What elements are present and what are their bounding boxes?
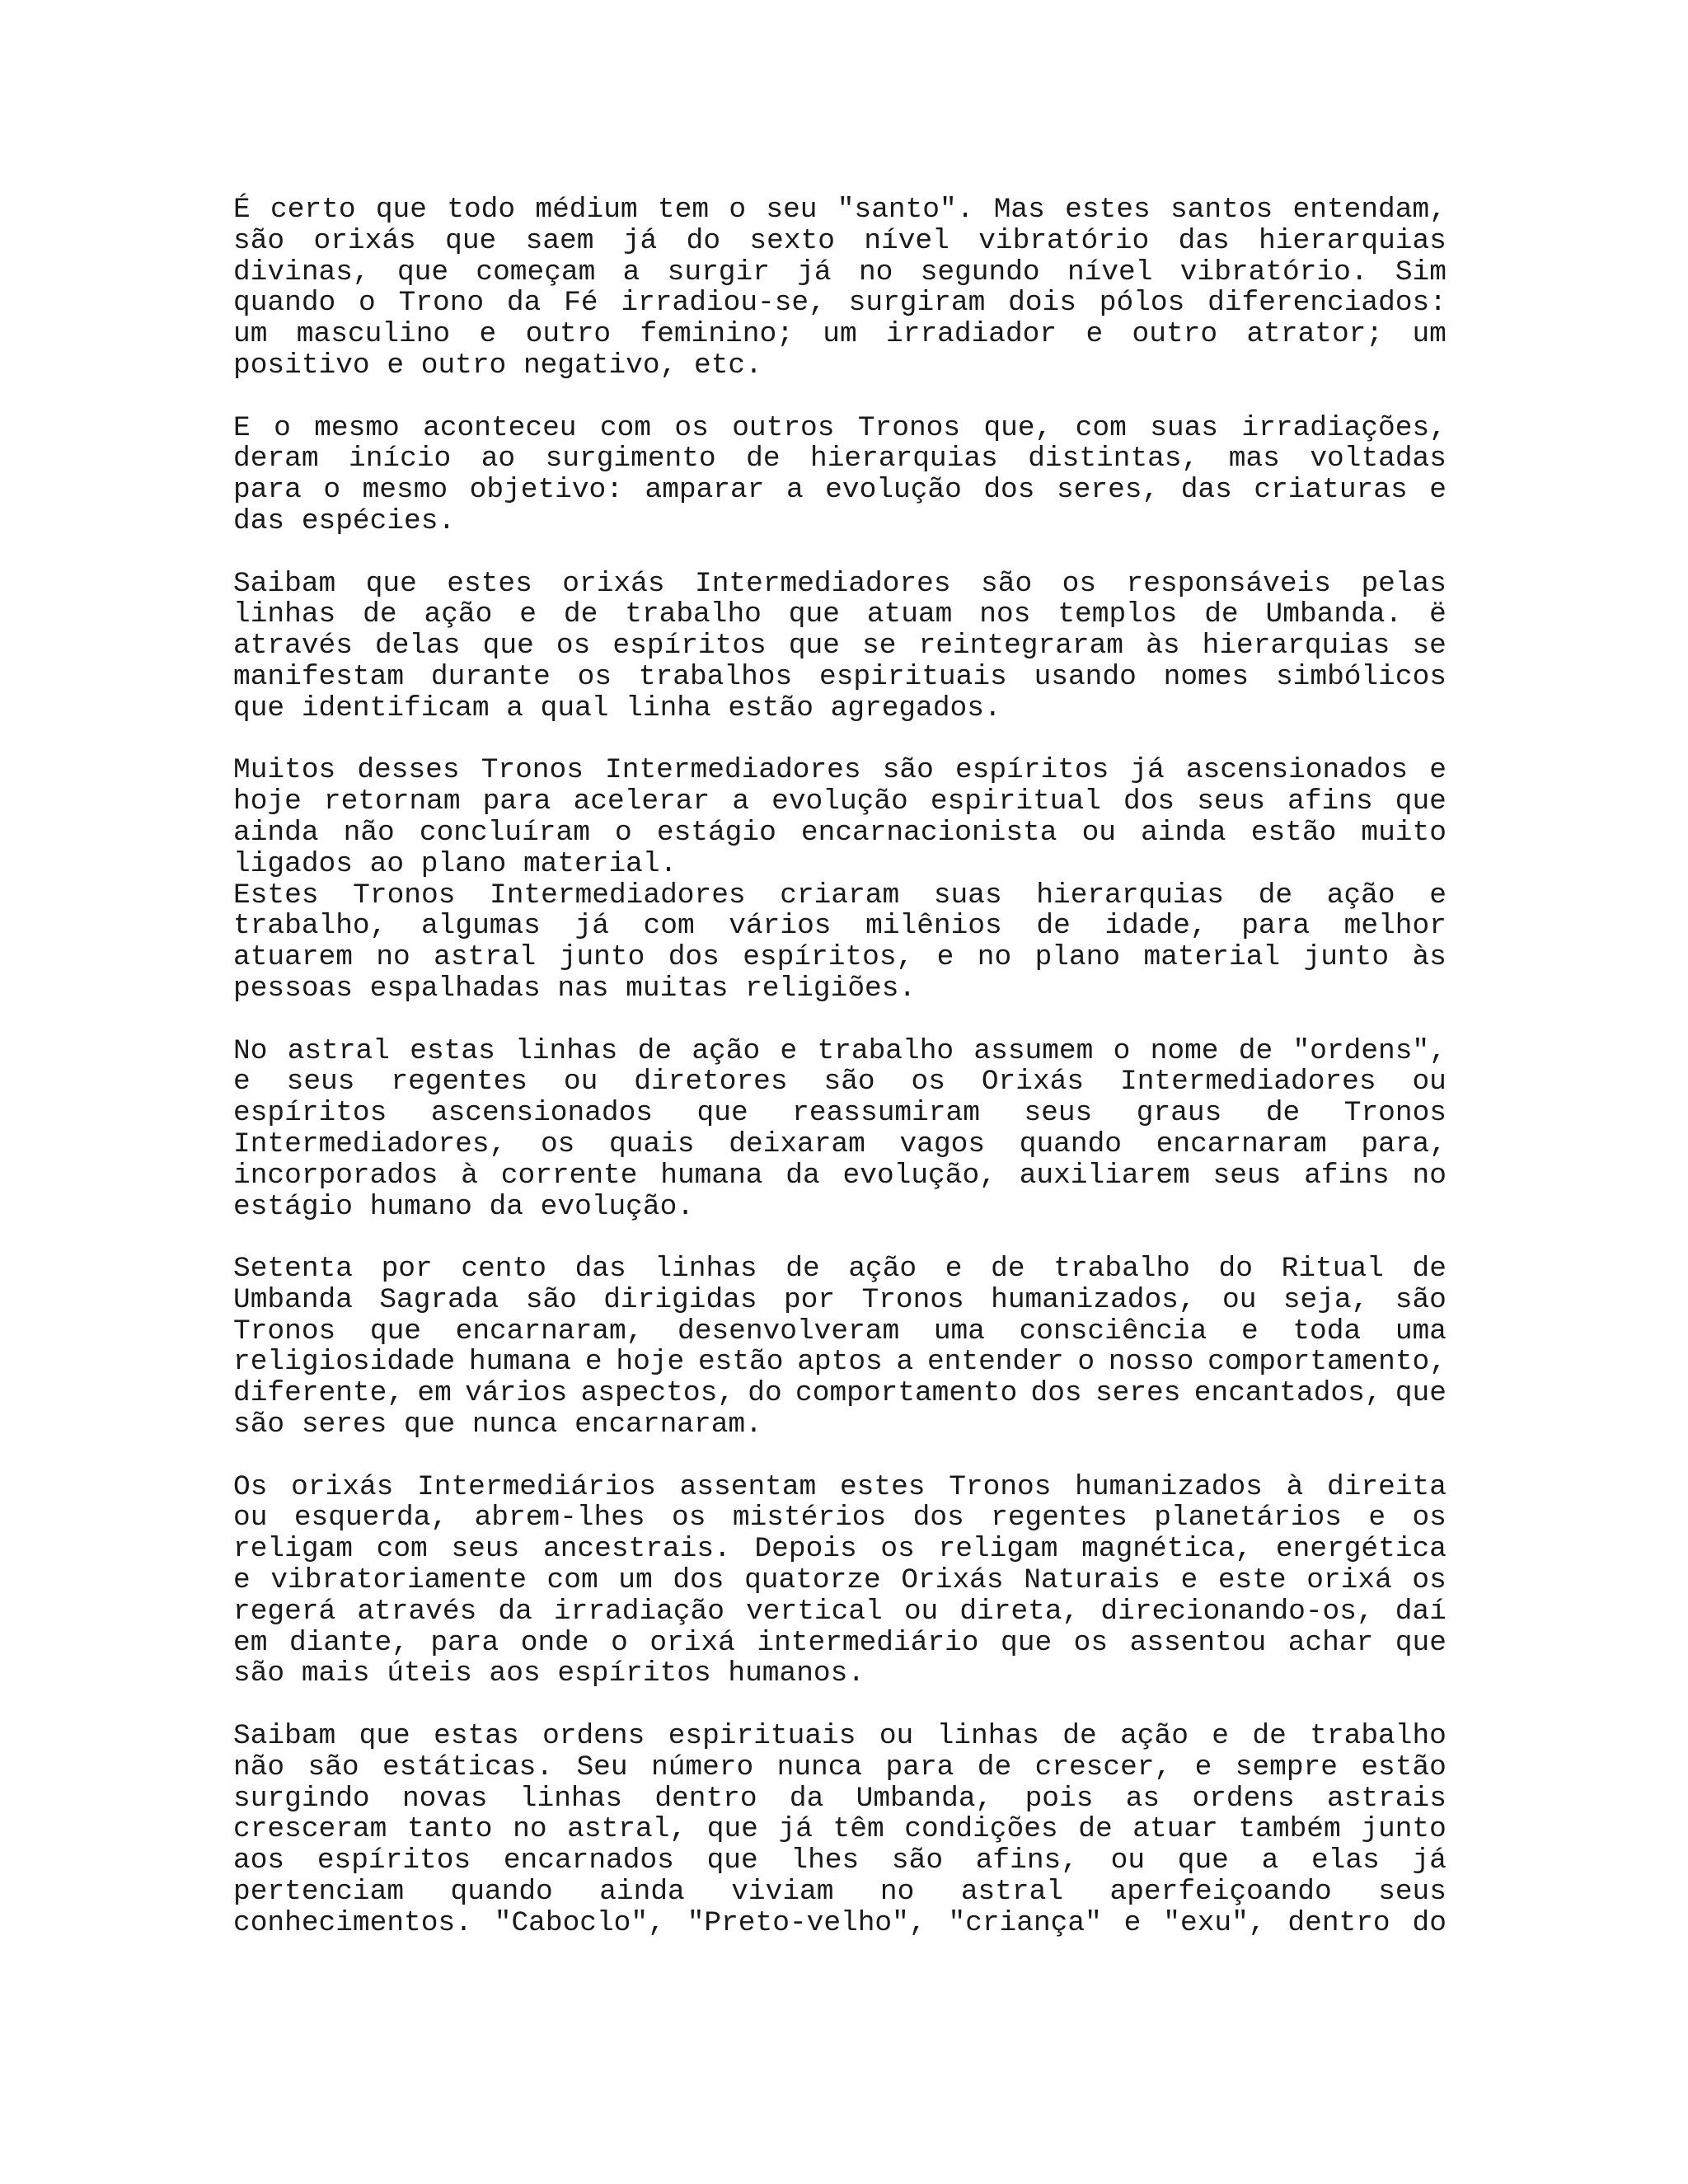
- text-line: divinas, que começam a surgir já no segundo nível vibratório. Sim: [233, 255, 1447, 288]
- text-line: Saibam que estas ordens espirituais ou linhas de ação e de trabalho: [233, 1720, 1447, 1753]
- text-line: das espécies.: [233, 504, 456, 537]
- text-line: ainda não concluíram o estágio encarnacionista ou ainda estão muito: [233, 816, 1447, 849]
- text-line: Estes Tronos Intermediadores criaram suas hierarquias de ação e: [233, 879, 1447, 912]
- text-line: e seus regentes ou diretores são os Orixás Intermediadores ou: [233, 1066, 1447, 1099]
- text-line: linhas de ação e de trabalho que atuam nos templos de Umbanda. ë: [233, 598, 1447, 631]
- text-line: Umbanda Sagrada são dirigidas por Tronos humanizados, ou seja, são: [233, 1283, 1447, 1316]
- text-line: pertenciam quando ainda viviam no astral aperfeiçoando seus: [233, 1876, 1447, 1909]
- text-line: um masculino e outro feminino; um irradiador e outro atrator; um: [233, 318, 1447, 351]
- paragraph: [233, 1254, 1447, 1441]
- text-line: deram início ao surgimento de hierarquias distintas, mas voltadas: [233, 443, 1447, 476]
- text-line: pessoas espalhadas nas muitas religiões.: [233, 972, 917, 1005]
- text-line: E o mesmo aconteceu com os outros Tronos que, com suas irradiações,: [233, 411, 1447, 444]
- text-line: Os orixás Intermediários assentam estes Tronos humanizados à direita: [233, 1470, 1447, 1503]
- paragraph: [233, 755, 1447, 1004]
- text-line: não são estáticas. Seu número nunca para de crescer, e sempre estão: [233, 1750, 1447, 1783]
- paragraph: [233, 1721, 1447, 1939]
- paragraph: [233, 413, 1447, 537]
- text-line: incorporados à corrente humana da evolução, auxiliarem seus afins no: [233, 1159, 1447, 1192]
- text-line: positivo e outro negativo, etc.: [233, 349, 762, 382]
- text-line: são orixás que saem já do sexto nível vibratório das hierarquias: [233, 224, 1447, 257]
- text-line: cresceram tanto no astral, que já têm condições de atuar também junto: [233, 1813, 1447, 1846]
- document-body: [233, 194, 1447, 1970]
- text-line: para o mesmo objetivo: amparar a evolução dos seres, das criaturas e: [233, 474, 1447, 507]
- text-line: ou esquerda, abrem-lhes os mistérios dos regentes planetários e os: [233, 1502, 1447, 1535]
- text-line: em diante, para onde o orixá intermediário que os assentou achar que: [233, 1626, 1447, 1659]
- text-line: através delas que os espíritos que se reintegraram às hierarquias se: [233, 630, 1447, 663]
- text-line: conhecimentos. "Caboclo", "Preto-velho", "criança" e "exu", dentro do: [233, 1906, 1447, 1939]
- text-line: religam com seus ancestrais. Depois os religam magnética, energética: [233, 1533, 1447, 1566]
- text-line: são seres que nunca encarnaram.: [233, 1408, 762, 1441]
- text-line: Intermediadores, os quais deixaram vagos quando encarnaram para,: [233, 1127, 1447, 1160]
- paragraph: [233, 1036, 1447, 1223]
- paragraph: [233, 194, 1447, 382]
- text-line: Setenta por cento das linhas de ação e de trabalho do Ritual de: [233, 1253, 1447, 1286]
- paragraph: [233, 1472, 1447, 1690]
- text-line: quando o Trono da Fé irradiou-se, surgiram dois pólos diferenciados:: [233, 287, 1447, 320]
- text-line: atuarem no astral junto dos espíritos, e no plano material junto às: [233, 941, 1447, 974]
- text-line: No astral estas linhas de ação e trabalho assumem o nome de "ordens",: [233, 1034, 1447, 1067]
- text-line: aos espíritos encarnados que lhes são afins, ou que a elas já: [233, 1844, 1447, 1877]
- text-line: e vibratoriamente com um dos quatorze Orixás Naturais e este orixá os: [233, 1564, 1447, 1597]
- text-line: espíritos ascensionados que reassumiram seus graus de Tronos: [233, 1097, 1447, 1130]
- text-line: Saibam que estes orixás Intermediadores são os responsáveis pelas: [233, 567, 1447, 600]
- text-line: religiosidade humana e hoje estão aptos a entender o nosso comportamento,: [233, 1346, 1447, 1379]
- text-line: Tronos que encarnaram, desenvolveram uma consciência e toda uma: [233, 1315, 1447, 1347]
- text-line: regerá através da irradiação vertical ou direta, direcionando-os, daí: [233, 1595, 1447, 1628]
- text-line: que identificam a qual linha estão agregados.: [233, 691, 1001, 724]
- text-line: manifestam durante os trabalhos espirituais usando nomes simbólicos: [233, 660, 1447, 693]
- text-line: surgindo novas linhas dentro da Umbanda, pois as ordens astrais: [233, 1782, 1447, 1815]
- text-line: hoje retornam para acelerar a evolução espiritual dos seus afins que: [233, 785, 1447, 818]
- text-line: trabalho, algumas já com vários milênios de idade, para melhor: [233, 910, 1447, 943]
- text-line: ligados ao plano material.: [233, 847, 678, 880]
- text-line: são mais úteis aos espíritos humanos.: [233, 1657, 865, 1690]
- text-line: É certo que todo médium tem o seu "santo". Mas estes santos entendam,: [233, 194, 1447, 226]
- text-line: diferente, em vários aspectos, do comportamento dos seres encantados, que: [233, 1377, 1447, 1410]
- text-line: estágio humano da evolução.: [233, 1190, 694, 1223]
- text-line: Muitos desses Tronos Intermediadores são espíritos já ascensionados e: [233, 754, 1447, 787]
- paragraph: [233, 569, 1447, 724]
